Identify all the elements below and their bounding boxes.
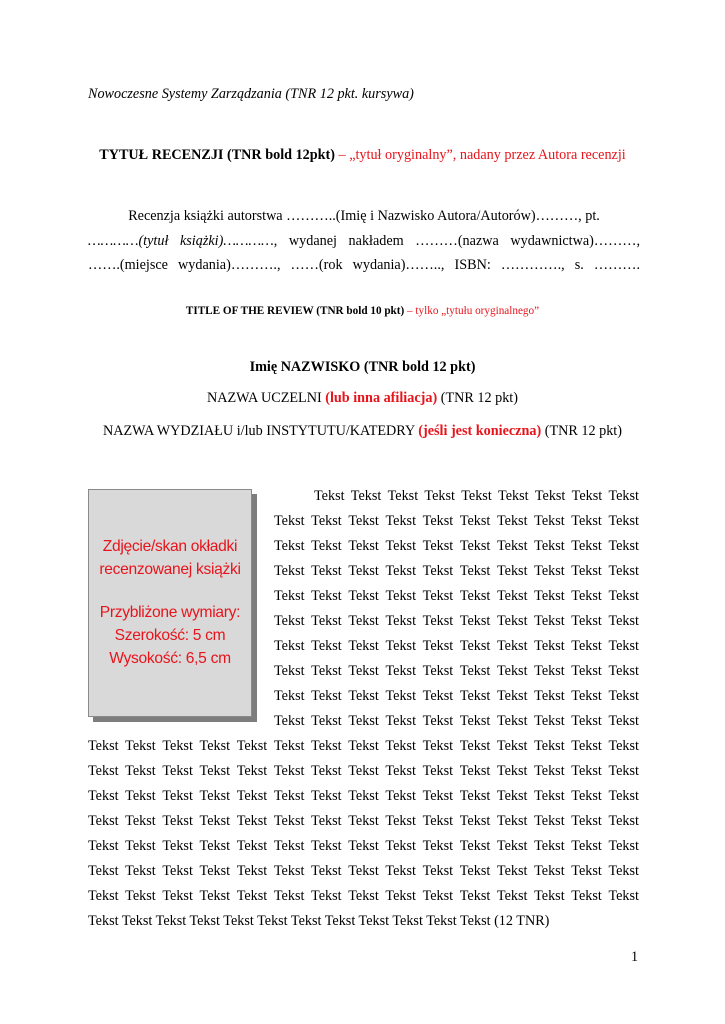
review-title (0, 147, 725, 164)
body-line: Tekst Tekst Tekst Tekst Tekst Tekst Tekst Tekst Tekst Tekst (274, 563, 639, 579)
faculty-note: (jeśli jest konieczna) (418, 423, 542, 439)
cover-width: Szerokość: 5 cm (114, 627, 226, 644)
cover-dimensions-label (89, 601, 251, 624)
body-line-last: Tekst Tekst Tekst Tekst Tekst Tekst Tekst Tekst Tekst Tekst Tekst Tekst (12 TNR) (88, 913, 550, 929)
body-line: Tekst Tekst Tekst Tekst Tekst Tekst Tekst Tekst Tekst Tekst (274, 513, 639, 529)
journal-header: Nowoczesne Systemy Zarządzania (TNR 12 pkt. kursywa) (88, 86, 414, 102)
book-info-line-2-rest: , wydanej nakładem ………(nazwa wydawnictwa)………, (273, 232, 640, 249)
cover-dimensions-label-text: Przybliżone wymiary: (99, 604, 241, 621)
review-title-note: – „tytuł oryginalny”, nadany przez Autora recenzji (335, 147, 626, 163)
body-line: Tekst Tekst Tekst Tekst Tekst Tekst Tekst Tekst Tekst Tekst Tekst Tekst Tekst Tekst Tekst (88, 813, 639, 829)
cover-line-1: Zdjęcie/skan okładki (102, 538, 238, 555)
cover-placeholder-box (88, 489, 252, 717)
page-number: 1 (631, 949, 639, 965)
body-line: Tekst Tekst Tekst Tekst Tekst Tekst Tekst Tekst Tekst Tekst Tekst Tekst Tekst Tekst Tekst (88, 838, 639, 854)
body-line: Tekst Tekst Tekst Tekst Tekst Tekst Tekst Tekst Tekst Tekst Tekst Tekst Tekst Tekst Tekst (88, 888, 639, 904)
cover-line-2: recenzowanej książki (99, 561, 241, 578)
review-title-english-bold: TITLE OF THE REVIEW (TNR bold 10 pkt) (185, 305, 405, 317)
body-line: Tekst Tekst Tekst Tekst Tekst Tekst Tekst Tekst Tekst Tekst (274, 688, 639, 704)
body-line: Tekst Tekst Tekst Tekst Tekst Tekst Tekst Tekst Tekst Tekst Tekst Tekst Tekst Tekst Tekst (88, 788, 639, 804)
faculty-prefix: NAZWA WYDZIAŁU i/lub INSTYTUTU/KATEDRY (103, 423, 419, 439)
body-line: Tekst Tekst Tekst Tekst Tekst Tekst Tekst Tekst Tekst Tekst (274, 638, 639, 654)
book-info-line-3: …….(miejsce wydania)………., ……(rok wydania)…….., ISBN: …………., s. ………. (88, 257, 640, 274)
affiliation-suffix: (TNR 12 pkt) (437, 390, 518, 406)
book-title-placeholder: …………(tytuł książki)………… (88, 232, 274, 249)
faculty-line (0, 423, 725, 440)
body-line: Tekst Tekst Tekst Tekst Tekst Tekst Tekst Tekst Tekst (314, 488, 639, 504)
body-line: Tekst Tekst Tekst Tekst Tekst Tekst Tekst Tekst Tekst Tekst Tekst Tekst Tekst Tekst Tekst (88, 738, 639, 754)
affiliation-line (0, 390, 725, 407)
book-info (88, 204, 640, 278)
review-title-english (0, 305, 725, 317)
review-title-bold: TYTUŁ RECENZJI (TNR bold 12pkt) (99, 147, 335, 163)
faculty-suffix: (TNR 12 pkt) (541, 423, 622, 439)
review-title-english-note: – tylko „tytułu oryginalnego” (404, 305, 540, 317)
body-line: Tekst Tekst Tekst Tekst Tekst Tekst Tekst Tekst Tekst Tekst (274, 663, 639, 679)
body-line: Tekst Tekst Tekst Tekst Tekst Tekst Tekst Tekst Tekst Tekst (274, 538, 639, 554)
affiliation-note: (lub inna afiliacja) (325, 390, 438, 406)
book-info-line-2 (88, 229, 640, 254)
book-info-line-1: Recenzja książki autorstwa ………..(Imię i Nazwisko Autora/Autorów)………, pt. (128, 208, 600, 224)
cover-height: Wysokość: 6,5 cm (109, 650, 231, 667)
affiliation-prefix: NAZWA UCZELNI (207, 390, 326, 406)
body-line: Tekst Tekst Tekst Tekst Tekst Tekst Tekst Tekst Tekst Tekst (274, 613, 639, 629)
body-line: Tekst Tekst Tekst Tekst Tekst Tekst Tekst Tekst Tekst Tekst Tekst Tekst Tekst Tekst Tekst (88, 863, 639, 879)
reviewer-name: Imię NAZWISKO (TNR bold 12 pkt) (249, 359, 476, 375)
body-line: Tekst Tekst Tekst Tekst Tekst Tekst Tekst Tekst Tekst Tekst Tekst Tekst Tekst Tekst Tekst (88, 763, 639, 779)
body-line: Tekst Tekst Tekst Tekst Tekst Tekst Tekst Tekst Tekst Tekst (274, 713, 639, 729)
body-line: Tekst Tekst Tekst Tekst Tekst Tekst Tekst Tekst Tekst Tekst (274, 588, 639, 604)
